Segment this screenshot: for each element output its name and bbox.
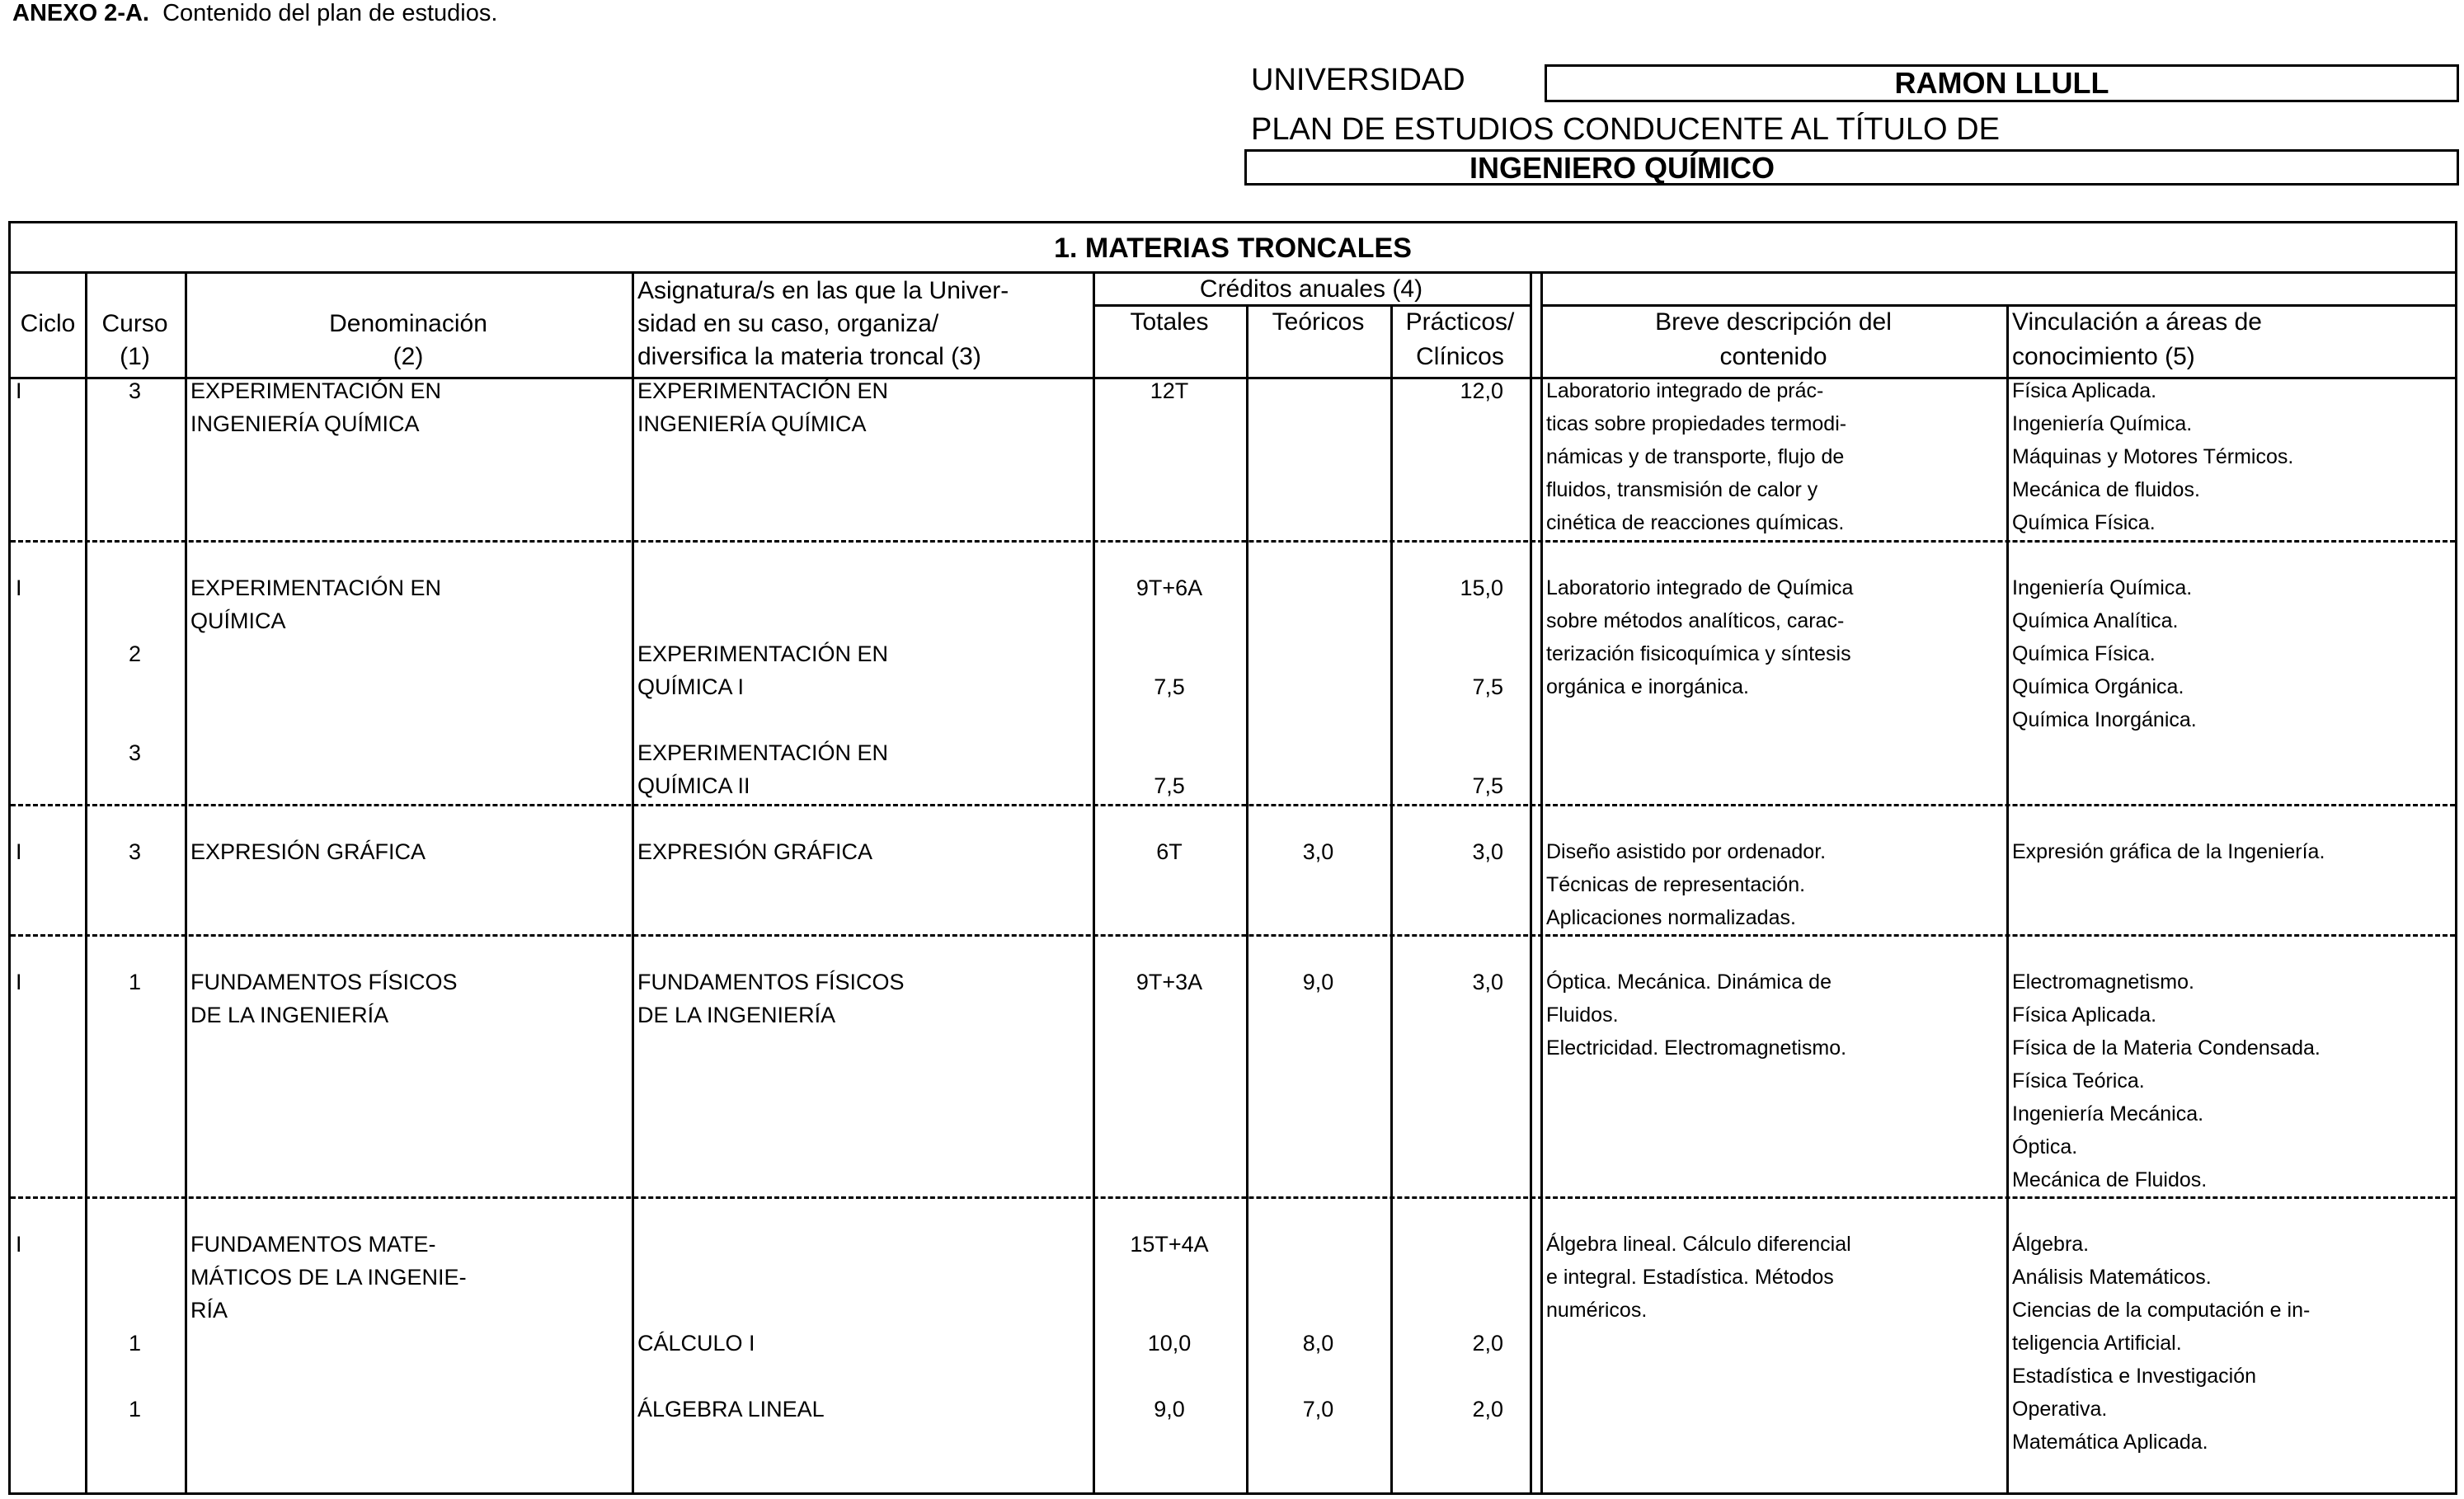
cell-asignatura: EXPERIMENTACIÓN EN — [637, 740, 889, 765]
cell-curso: 2 — [128, 641, 142, 666]
cell-vinculacion: Operativa. — [2012, 1398, 2108, 1421]
cell-vinculacion: Física Aplicada. — [2012, 379, 2157, 402]
cell-curso: 3 — [128, 378, 142, 403]
cell-denominacion: RÍA — [190, 1298, 228, 1323]
header-breve-2: contenido — [1719, 343, 1827, 370]
cell-vinculacion: Matemática Aplicada. — [2012, 1431, 2208, 1454]
cell-descripcion: ticas sobre propiedades termodi- — [1546, 412, 1847, 435]
header-ciclo: Ciclo — [20, 310, 76, 337]
cell-descripcion: námicas y de transporte, flujo de — [1546, 445, 1845, 468]
cell-teoricos: 8,0 — [1302, 1331, 1334, 1356]
cell-asignatura: DE LA INGENIERÍA — [637, 1003, 836, 1027]
header-denominacion: Denominación — [329, 310, 487, 337]
cell-vinculacion: Ingeniería Mecánica. — [2012, 1102, 2204, 1125]
col-divider — [1530, 271, 1532, 1492]
cell-vinculacion: Ingeniería Química. — [2012, 576, 2193, 599]
troncales-table — [8, 221, 2457, 1495]
cell-totales: 12T — [1150, 378, 1189, 403]
cell-ciclo: I — [16, 378, 22, 403]
cell-vinculacion: Ingeniería Química. — [2012, 412, 2193, 435]
cell-practicos: 3,0 — [1472, 970, 1503, 994]
row-separator — [11, 540, 2455, 543]
cell-asignatura: CÁLCULO I — [637, 1331, 755, 1356]
cell-totales: 7,5 — [1154, 773, 1185, 798]
cell-teoricos: 3,0 — [1302, 839, 1334, 864]
cell-ciclo: I — [16, 576, 22, 600]
annex-label: ANEXO 2-A. — [12, 0, 149, 26]
cell-asignatura: EXPERIMENTACIÓN EN — [637, 378, 889, 403]
cell-practicos: 2,0 — [1472, 1397, 1503, 1421]
cell-vinculacion: Mecánica de Fluidos. — [2012, 1168, 2208, 1191]
cell-curso: 3 — [128, 740, 142, 765]
cell-practicos: 12,0 — [1460, 378, 1503, 403]
cell-totales: 7,5 — [1154, 674, 1185, 699]
cell-asignatura: FUNDAMENTOS FÍSICOS — [637, 970, 905, 994]
col-divider — [1540, 271, 1543, 1492]
cell-descripcion: sobre métodos analíticos, carac- — [1546, 609, 1845, 632]
cell-descripcion: numéricos. — [1546, 1299, 1648, 1322]
cell-descripcion: Técnicas de representación. — [1546, 873, 1806, 896]
cell-asignatura: ÁLGEBRA LINEAL — [637, 1397, 825, 1421]
cell-totales: 9T+3A — [1136, 970, 1203, 994]
header-totales: Totales — [1130, 308, 1209, 336]
cell-practicos: 7,5 — [1472, 674, 1503, 699]
cell-vinculacion: Máquinas y Motores Térmicos. — [2012, 445, 2294, 468]
cell-vinculacion: Química Analítica. — [2012, 609, 2179, 632]
col-divider — [1093, 271, 1095, 1492]
degree-box: INGENIERO QUÍMICO — [1244, 149, 2459, 186]
header-curso-note: (1) — [120, 343, 150, 370]
cell-asignatura: EXPERIMENTACIÓN EN — [637, 641, 889, 666]
cell-vinculacion: Química Inorgánica. — [2012, 708, 2197, 731]
cell-descripcion: Laboratorio integrado de prác- — [1546, 379, 1824, 402]
cell-descripcion: Álgebra lineal. Cálculo diferencial — [1546, 1233, 1851, 1256]
header-teoricos: Teóricos — [1272, 308, 1365, 336]
cell-denominacion: EXPERIMENTACIÓN EN — [190, 378, 442, 403]
cell-curso: 3 — [128, 839, 142, 864]
cell-vinculacion: Física Teórica. — [2012, 1069, 2145, 1093]
cell-vinculacion: Física Aplicada. — [2012, 1003, 2157, 1027]
cell-vinculacion: Mecánica de fluidos. — [2012, 478, 2200, 501]
header-asignatura-3: diversifica la materia troncal (3) — [637, 343, 981, 370]
header-vinculacion-1: Vinculación a áreas de — [2012, 308, 2262, 336]
annex-text: Contenido del plan de estudios. — [162, 0, 498, 26]
cell-vinculacion: Física de la Materia Condensada. — [2012, 1036, 2321, 1060]
cell-denominacion: EXPERIMENTACIÓN EN — [190, 576, 442, 600]
cell-descripcion: Fluidos. — [1546, 1003, 1619, 1027]
cell-denominacion: QUÍMICA — [190, 609, 286, 633]
col-divider — [185, 271, 187, 1492]
cell-practicos: 7,5 — [1472, 773, 1503, 798]
cell-vinculacion: Electromagnetismo. — [2012, 970, 2194, 994]
cell-totales: 9,0 — [1154, 1397, 1185, 1421]
cell-ciclo: I — [16, 839, 22, 864]
cell-denominacion: FUNDAMENTOS FÍSICOS — [190, 970, 458, 994]
cell-curso: 1 — [128, 970, 142, 994]
row-separator — [11, 1196, 2455, 1199]
col-divider — [1246, 306, 1248, 1492]
cell-vinculacion: Estadística e Investigación — [2012, 1365, 2256, 1388]
cell-asignatura: EXPRESIÓN GRÁFICA — [637, 839, 873, 864]
cell-vinculacion: Análisis Matemáticos. — [2012, 1266, 2212, 1289]
row-separator — [11, 934, 2455, 937]
cell-vinculacion: Álgebra. — [2012, 1233, 2090, 1256]
cell-totales: 15T+4A — [1130, 1232, 1209, 1257]
cell-descripcion: Electricidad. Electromagnetismo. — [1546, 1036, 1847, 1060]
cell-practicos: 2,0 — [1472, 1331, 1503, 1356]
university-label: UNIVERSIDAD — [1251, 63, 1465, 97]
cell-vinculacion: Ciencias de la computación e in- — [2012, 1299, 2311, 1322]
cell-denominacion: DE LA INGENIERÍA — [190, 1003, 389, 1027]
cell-denominacion: INGENIERÍA QUÍMICA — [190, 411, 420, 436]
annex-caption — [12, 0, 497, 27]
cell-descripcion: orgánica e inorgánica. — [1546, 675, 1749, 698]
cell-denominacion: MÁTICOS DE LA INGENIE- — [190, 1265, 467, 1290]
cell-asignatura: QUÍMICA II — [637, 773, 750, 798]
cell-asignatura: QUÍMICA I — [637, 674, 745, 699]
cell-descripcion: cinética de reacciones químicas. — [1546, 511, 1845, 534]
cell-vinculacion: Química Orgánica. — [2012, 675, 2184, 698]
cell-descripcion: Aplicaciones normalizadas. — [1546, 906, 1796, 929]
cell-vinculacion: Óptica. — [2012, 1135, 2078, 1158]
plan-label: PLAN DE ESTUDIOS CONDUCENTE AL TÍTULO DE — [1251, 112, 2000, 147]
cell-asignatura: INGENIERÍA QUÍMICA — [637, 411, 867, 436]
cell-denominacion: FUNDAMENTOS MATE- — [190, 1232, 436, 1257]
col-divider — [1390, 306, 1393, 1492]
header-vinculacion-2: conocimiento (5) — [2012, 343, 2195, 370]
cell-totales: 10,0 — [1147, 1331, 1192, 1356]
cell-curso: 1 — [128, 1397, 142, 1421]
header-denominacion-note: (2) — [393, 343, 424, 370]
cell-denominacion: EXPRESIÓN GRÁFICA — [190, 839, 426, 864]
table-title: 1. MATERIAS TRONCALES — [1054, 233, 1412, 264]
col-divider — [2006, 306, 2009, 1492]
cell-totales: 6T — [1156, 839, 1183, 864]
header-breve-1: Breve descripción del — [1655, 308, 1892, 336]
header-asignatura-2: sidad en su caso, organiza/ — [637, 310, 939, 337]
header-asignatura-1: Asignatura/s en las que la Univer- — [637, 277, 1009, 304]
col-divider — [632, 271, 634, 1492]
header-curso: Curso — [101, 310, 168, 337]
cell-practicos: 15,0 — [1460, 576, 1503, 600]
cell-descripcion: Óptica. Mecánica. Dinámica de — [1546, 970, 1832, 994]
cell-totales: 9T+6A — [1136, 576, 1203, 600]
cell-teoricos: 7,0 — [1302, 1397, 1334, 1421]
header-creditos: Créditos anuales (4) — [1199, 275, 1423, 303]
cell-ciclo: I — [16, 1232, 22, 1257]
cell-vinculacion: Química Física. — [2012, 642, 2156, 665]
cell-teoricos: 9,0 — [1302, 970, 1334, 994]
university-name-box: RAMON LLULL — [1545, 64, 2459, 102]
header-practicos-2: Clínicos — [1416, 343, 1504, 370]
cell-vinculacion: Expresión gráfica de la Ingeniería. — [2012, 840, 2325, 863]
cell-descripcion: e integral. Estadística. Métodos — [1546, 1266, 1834, 1289]
header-practicos-1: Prácticos/ — [1405, 308, 1515, 336]
cell-vinculacion: teligencia Artificial. — [2012, 1332, 2182, 1355]
row-separator — [11, 804, 2455, 806]
cell-practicos: 3,0 — [1472, 839, 1503, 864]
cell-descripcion: fluidos, transmisión de calor y — [1546, 478, 1818, 501]
cell-descripcion: Laboratorio integrado de Química — [1546, 576, 1854, 599]
cell-curso: 1 — [128, 1331, 142, 1356]
cell-descripcion: terización fisicoquímica y síntesis — [1546, 642, 1851, 665]
cell-descripcion: Diseño asistido por ordenador. — [1546, 840, 1827, 863]
cell-ciclo: I — [16, 970, 22, 994]
cell-vinculacion: Química Física. — [2012, 511, 2156, 534]
col-divider — [85, 271, 87, 1492]
